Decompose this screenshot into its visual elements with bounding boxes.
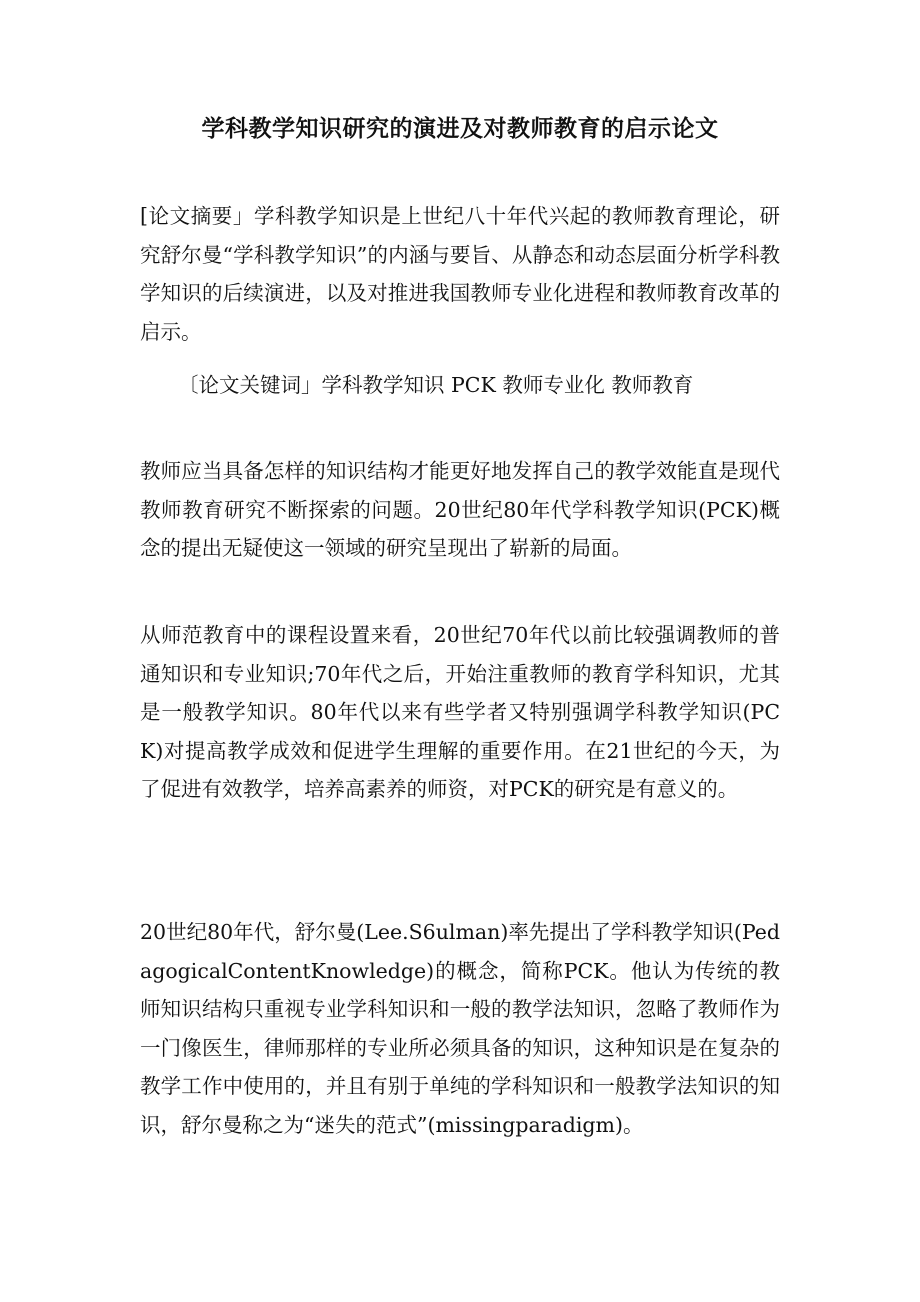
- keywords-line: 〔论文关键词」学科教学知识 PCK 教师专业化 教师教育: [178, 373, 694, 397]
- body-paragraph-2: 从师范教育中的课程设置来看，20世纪70年代以前比较强调教师的普通知识和专业知识;70年代之后，开始注重教师的教育学科知识，尤其是一般教学知识。80年代以来有些学者又特别强调学科教学知识(PCK)对提高教学成效和促进学生理解的重要作用。在21世纪的今天，为了促进有效教学，培养高素养的师资，对PCK的研究是有意义的。: [140, 623, 780, 801]
- body-paragraph-1: 教师应当具备怎样的知识结构才能更好地发挥自己的教学效能直是现代教师教育研究不断探索的问题。20世纪80年代学科教学知识(PCK)概念的提出无疑使这一领域的研究呈现出了崭新的局面。: [140, 459, 780, 560]
- document-title: 学科教学知识研究的演进及对教师教育的启示论文: [201, 115, 719, 142]
- body-paragraph-3: 20世纪80年代，舒尔曼(Lee.S6ulman)率先提出了学科教学知识(PedagogicalContentKnowledge)的概念，简称PCK。他认为传统的教师知识结构只重视专业学科知识和一般的教学法知识，忽略了教师作为一门像医生，律师那样的专业所必须具备的知识，这种知识是在复杂的教学工作中使用的，并且有别于单纯的学科知识和一般教学法知识的知识，舒尔曼称之为“迷失的范式”(missingparadigm)。: [140, 920, 780, 1137]
- abstract-paragraph: [论文摘要」学科教学知识是上世纪八十年代兴起的教师教育理论，研究舒尔曼“学科教学知识”的内涵与要旨、从静态和动态层面分析学科教学知识的后续演进，以及对推进我国教师专业化进程和教师教育改革的启示。: [140, 204, 780, 344]
